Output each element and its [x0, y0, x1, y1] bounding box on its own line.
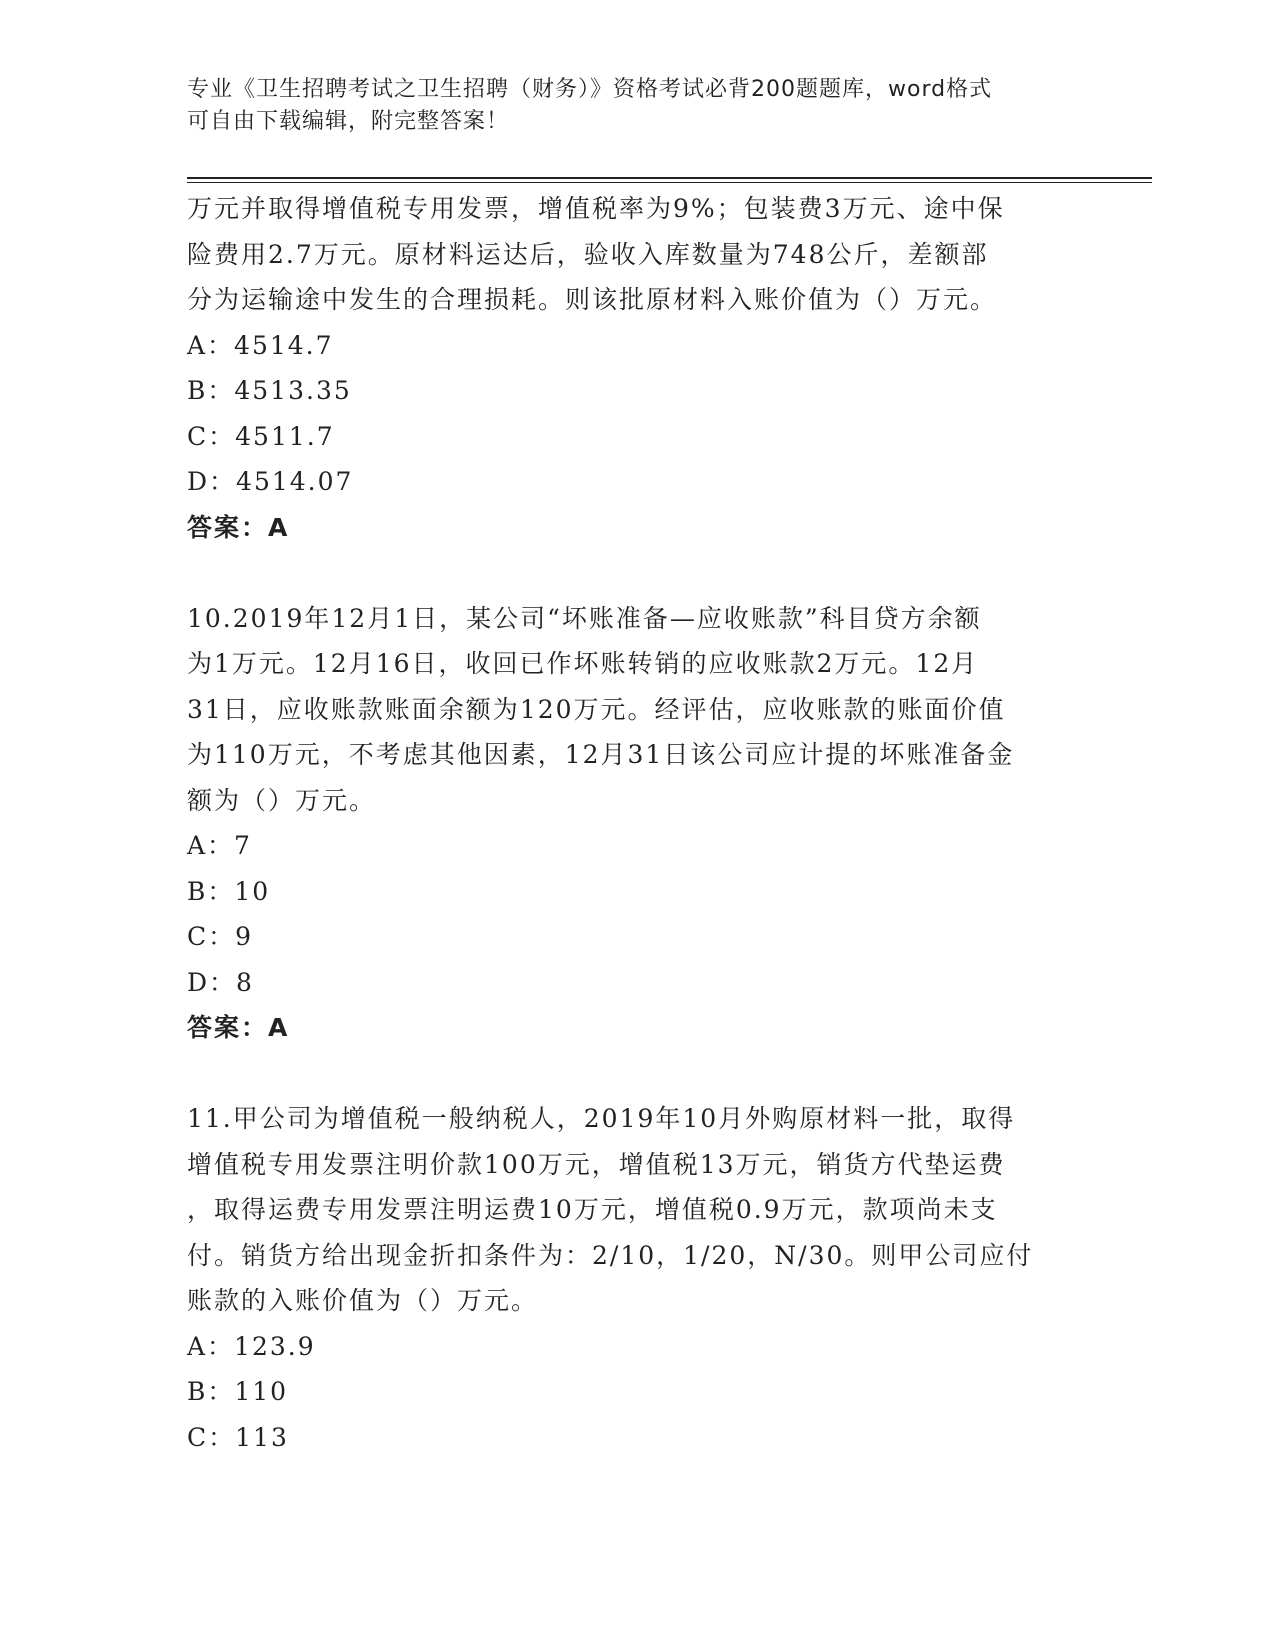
- question-list: [187, 186, 1087, 1460]
- option-b: B：110: [187, 1377, 289, 1406]
- question-stem-line: 险费用2.7万元。原材料运达后，验收入库数量为748公斤，差额部: [187, 239, 989, 269]
- question-stem-line: 10.2019年12月1日，某公司“坏账准备—应收账款”科目贷方余额: [187, 603, 982, 633]
- answer-line: 答案：A: [187, 1013, 290, 1042]
- question-stem-line: 账款的入账价值为（）万元。: [187, 1286, 539, 1315]
- question-stem-line: 分为运输途中发生的合理损耗。则该批原材料入账价值为（）万元。: [187, 285, 998, 314]
- answer-line: 答案：A: [187, 512, 290, 542]
- question-stem-line: 为110万元，不考虑其他因素，12月31日该公司应计提的坏账准备金: [187, 740, 1015, 769]
- header-title-line-1: 专业《卫生招聘考试之卫生招聘（财务）》资格考试必背200题题库，word格式: [187, 77, 993, 102]
- question-10: [187, 596, 1087, 1051]
- question-stem-line: 付。销货方给出现金折扣条件为：2/10，1/20，N/30。则甲公司应付: [187, 1240, 1034, 1270]
- option-a: A：4514.7: [187, 330, 334, 360]
- question-stem-line: 31日，应收账款账面余额为120万元。经评估，应收账款的账面价值: [187, 694, 1006, 724]
- header-divider-thin: [187, 182, 1152, 183]
- document-header: [187, 74, 1067, 138]
- option-c: C：9: [187, 922, 254, 951]
- question-stem-line: 额为（）万元。: [187, 785, 377, 815]
- spacer: [187, 550, 1087, 596]
- header-title-line-2: 可自由下载编辑，附完整答案！: [187, 109, 510, 134]
- question-11: [187, 1096, 1087, 1460]
- option-d: D：4514.07: [187, 467, 354, 496]
- option-b: B：4513.35: [187, 376, 352, 405]
- spacer: [187, 1051, 1087, 1097]
- question-stem-line: 11.甲公司为增值税一般纳税人，2019年10月外购原材料一批，取得: [187, 1104, 1016, 1133]
- question-stem-line: ，取得运费专用发票注明运费10万元，增值税0.9万元，款项尚未支: [187, 1195, 998, 1224]
- header-divider-thick: [187, 177, 1152, 179]
- question-9: [187, 186, 1087, 550]
- option-c: C：4511.7: [187, 421, 335, 451]
- question-stem-line: 为1万元。12月16日，收回已作坏账转销的应收账款2万元。12月: [187, 649, 979, 678]
- option-c: C：113: [187, 1422, 289, 1452]
- question-stem-line: 增值税专用发票注明价款100万元，增值税13万元，销货方代垫运费: [187, 1149, 1006, 1179]
- option-a: A：7: [187, 831, 252, 860]
- option-b: B：10: [187, 876, 271, 906]
- option-a: A：123.9: [187, 1331, 316, 1361]
- question-stem-line: 万元并取得增值税专用发票，增值税率为9%；包装费3万元、途中保: [187, 194, 1005, 223]
- option-d: D：8: [187, 967, 254, 997]
